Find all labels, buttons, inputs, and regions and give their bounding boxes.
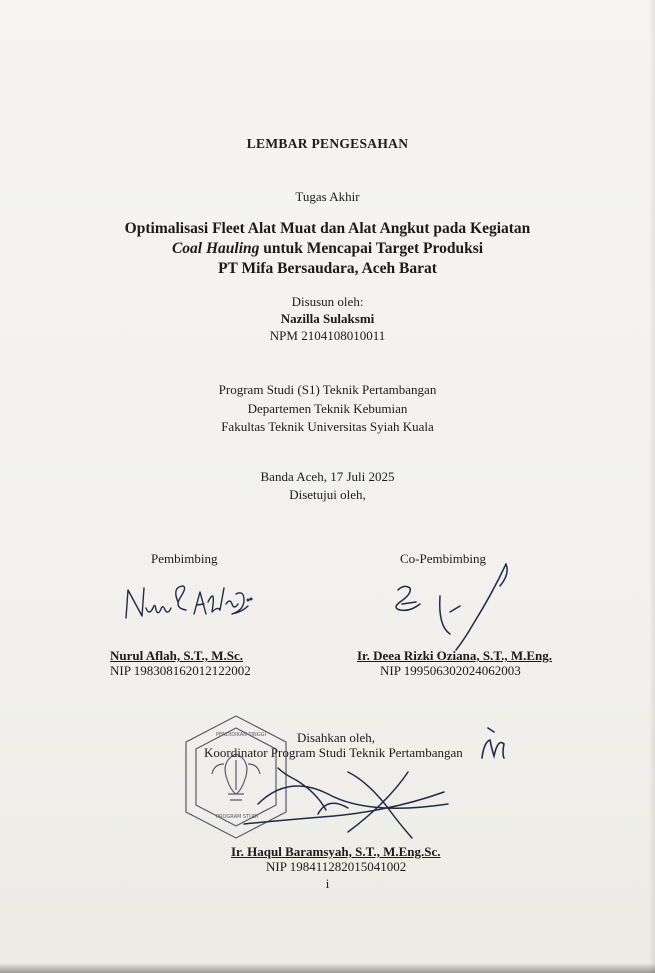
supervisor-role: Pembimbing xyxy=(151,551,218,566)
place-date: Banda Aceh, 17 Juli 2025 xyxy=(260,469,395,484)
svg-text:PROGRAM STUDI: PROGRAM STUDI xyxy=(216,814,259,820)
faculty-name: Fakultas Teknik Universitas Syiah Kuala xyxy=(221,419,434,434)
institution-block xyxy=(0,381,655,437)
title-italic-term: Coal Hauling xyxy=(171,240,260,257)
coordinator-nip: NIP 198411282015041002 xyxy=(266,859,407,874)
document-type: Tugas Akhir xyxy=(295,189,360,204)
author-name: Nazilla Sulaksmi xyxy=(280,311,375,326)
approved-by-label: Disetujui oleh, xyxy=(289,487,366,502)
svg-text:PENDIDIKAN TINGGI: PENDIDIKAN TINGGI xyxy=(216,732,266,738)
author-npm: NPM 2104108010011 xyxy=(269,328,386,343)
compiled-by-label: Disusun oleh: xyxy=(291,294,364,309)
supervisor-signature xyxy=(120,578,260,626)
co-supervisor-name: Ir. Deea Rizki Oziana, S.T., M.Eng. xyxy=(357,648,553,663)
coordinator-role: Koordinator Program Studi Teknik Pertambangan xyxy=(204,745,463,760)
page-bottom-shadow xyxy=(0,963,655,973)
coordinator-paraf xyxy=(478,726,506,762)
title-line-2-rest: untuk Mencapai Target Produksi xyxy=(259,240,484,257)
author-block xyxy=(0,293,655,344)
title-line-2 xyxy=(0,239,655,259)
page-number: i xyxy=(325,876,330,891)
supervisor-nip: NIP 198308162012122002 xyxy=(110,663,251,678)
date-block xyxy=(0,468,655,504)
title-line-3: PT Mifa Bersaudara, Aceh Barat xyxy=(218,260,437,277)
co-supervisor-role: Co-Pembimbing xyxy=(400,551,486,566)
program-name: Program Studi (S1) Teknik Pertambangan xyxy=(218,382,437,397)
supervisor-name: Nurul Aflah, S.T., M.Sc. xyxy=(110,648,244,663)
co-supervisor-nip: NIP 199506302024062003 xyxy=(380,663,521,678)
co-supervisor-signature xyxy=(380,560,520,660)
coordinator-signature xyxy=(238,764,458,848)
thesis-title xyxy=(0,219,655,279)
department-name: Departemen Teknik Kebumian xyxy=(247,400,408,416)
title-line-1: Optimalisasi Fleet Alat Muat dan Alat Angkut pada Kegiatan xyxy=(124,220,531,237)
page-heading: LEMBAR PENGESAHAN xyxy=(246,136,409,151)
ratified-by-label: Disahkan oleh, xyxy=(297,730,375,745)
coordinator-name: Ir. Haqul Baramsyah, S.T., M.Eng.Sc. xyxy=(231,844,441,859)
